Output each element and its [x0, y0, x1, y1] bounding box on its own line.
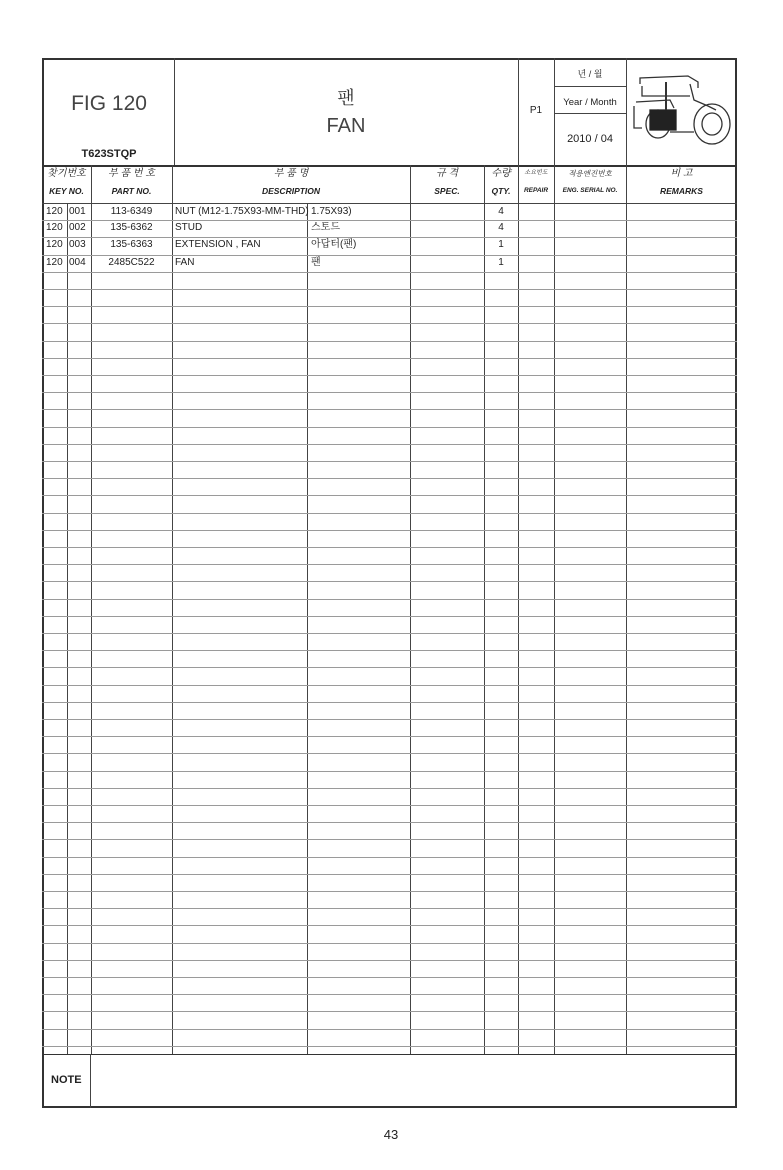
table-row-line [42, 719, 737, 720]
table-row-line [42, 943, 737, 944]
col-description-en: DESCRIPTION [261, 186, 321, 196]
table-row-line [42, 667, 737, 668]
table-row-line [42, 461, 737, 462]
table-row-line [42, 220, 737, 221]
col-repair-ko: 소요빈도 [524, 170, 548, 176]
table-row-line [42, 994, 737, 995]
row-fig: 120 [46, 257, 63, 268]
row-desc-ko: 1.75X93) [311, 206, 352, 217]
table-row-line [42, 857, 737, 858]
model-code: T623STQP [81, 148, 137, 160]
row-part-no: 135-6363 [110, 239, 153, 250]
note-divider [90, 1054, 91, 1108]
table-row-line [42, 736, 737, 737]
table-row-line [42, 581, 737, 582]
table-row-line [42, 891, 737, 892]
table-row-line [42, 599, 737, 600]
table-row-line [42, 513, 737, 514]
table-row-line [42, 1011, 737, 1012]
table-row-line [42, 289, 737, 290]
year-month-label-korean: 년 / 월 [577, 69, 603, 79]
col-remarks-en: REMARKS [660, 186, 703, 196]
page-number: 43 [383, 1127, 399, 1142]
table-row-line [42, 788, 737, 789]
col-spec-ko: 규 격 [435, 168, 459, 179]
note-top-line [42, 1054, 737, 1055]
table-row-line [42, 358, 737, 359]
col-eng-serial-en: ENG. SERIAL NO. [562, 187, 618, 194]
table-row-line [42, 908, 737, 909]
table-row-line [42, 306, 737, 307]
row-desc-ko: 팬 [311, 257, 321, 268]
table-row-line [42, 478, 737, 479]
col-description-ko: 부 품 명 [273, 168, 309, 179]
table-row-line [42, 272, 737, 273]
row-desc-en: STUD [175, 222, 203, 233]
row-key: 004 [69, 257, 86, 268]
table-row-line [42, 392, 737, 393]
row-qty: 4 [498, 206, 504, 217]
row-key: 002 [69, 222, 86, 233]
table-row-line [42, 650, 737, 651]
header-divider [626, 58, 627, 165]
row-desc-ko: 스토드 [311, 222, 340, 233]
row-desc-en: NUT (M12-1.75X93-MM-THD) [175, 206, 309, 217]
table-row-line [42, 564, 737, 565]
header-divider [554, 113, 626, 114]
table-row-line [42, 977, 737, 978]
table-row-line [42, 874, 737, 875]
table-row-line [42, 633, 737, 634]
table-row-line [42, 1029, 737, 1030]
table-row-line [42, 495, 737, 496]
page-code: P1 [529, 105, 543, 116]
table-row-line [42, 409, 737, 410]
year-month-label-english: Year / Month [563, 97, 617, 108]
col-spec-en: SPEC. [434, 186, 460, 196]
row-fig: 120 [46, 239, 63, 250]
table-row-line [42, 822, 737, 823]
column-divider [518, 165, 519, 1055]
row-qty: 1 [498, 239, 504, 250]
col-part-no-ko: 부 품 번 호 [108, 168, 155, 179]
row-key: 003 [69, 239, 86, 250]
column-divider [410, 165, 411, 1055]
row-desc-ko: 아답터(팬) [311, 239, 357, 250]
header-divider [554, 86, 626, 87]
row-part-no: 135-6362 [110, 222, 153, 233]
header-bottom-line [42, 165, 737, 167]
table-row-line [42, 685, 737, 686]
col-eng-serial-ko: 적용엔진번호 [568, 169, 612, 178]
row-qty: 4 [498, 222, 504, 233]
row-fig: 120 [46, 222, 63, 233]
table-row-line [42, 753, 737, 754]
table-row-line [42, 1046, 737, 1047]
table-row-line [42, 427, 737, 428]
row-qty: 1 [498, 257, 504, 268]
table-row-line [42, 805, 737, 806]
col-part-no-en: PART NO. [111, 186, 152, 196]
table-row-line [42, 255, 737, 256]
row-part-no: 2485C522 [108, 257, 155, 268]
table-row-line [42, 839, 737, 840]
title-korean: 팬 [337, 88, 355, 108]
column-divider [67, 203, 68, 1055]
row-key: 001 [69, 206, 86, 217]
col-qty-ko: 수량 [491, 168, 511, 179]
col-key-no-en: KEY NO. [49, 186, 84, 196]
column-divider [307, 203, 308, 1055]
table-row-line [42, 616, 737, 617]
table-row-line [42, 960, 737, 961]
table-row-line [42, 530, 737, 531]
table-row-line [42, 341, 737, 342]
col-key-no-ko: 찾기번호 [47, 168, 86, 179]
table-row-line [42, 323, 737, 324]
note-label: NOTE [51, 1074, 82, 1086]
row-desc-en: FAN [175, 257, 195, 268]
table-row-line [42, 547, 737, 548]
tractor-icon [630, 62, 734, 162]
column-divider [484, 165, 485, 1055]
column-divider [91, 165, 92, 1055]
row-fig: 120 [46, 206, 63, 217]
table-row-line [42, 771, 737, 772]
table-row-line [42, 702, 737, 703]
col-repair-en: REPAIR [523, 187, 549, 194]
table-row-line [42, 237, 737, 238]
table-row-line [42, 375, 737, 376]
column-divider [554, 165, 555, 1055]
col-qty-en: QTY. [491, 186, 511, 196]
row-part-no: 113-6349 [110, 206, 153, 217]
header-divider [174, 58, 175, 165]
table-row-line [42, 925, 737, 926]
column-divider [626, 165, 627, 1055]
fig-label: FIG 120 [71, 92, 147, 115]
col-remarks-ko: 비 고 [670, 168, 693, 179]
title-english: FAN [326, 115, 366, 137]
column-divider [172, 165, 173, 1055]
year-month-value: 2010 / 04 [567, 133, 613, 145]
column-header-bottom-line [42, 203, 737, 204]
row-desc-en: EXTENSION , FAN [175, 239, 261, 250]
table-row-line [42, 444, 737, 445]
